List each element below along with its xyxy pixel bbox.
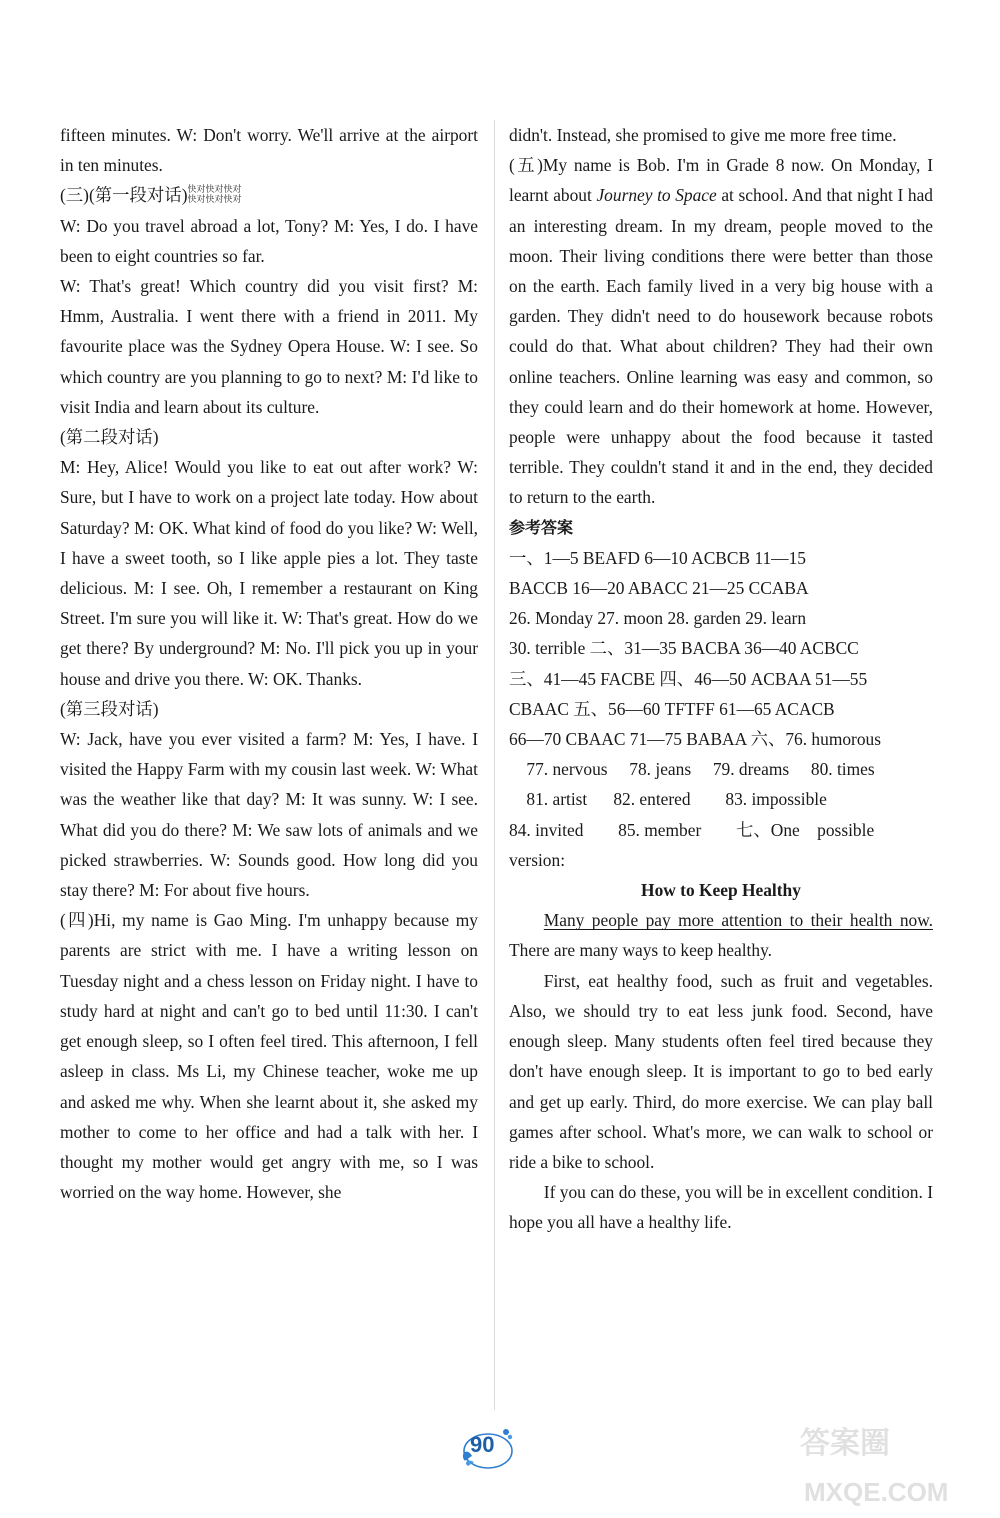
dialog-3-text: W: Jack, have you ever visited a farm? M: Yes, I have. I visited the Happy Farm with my cousin last week. W: What was the weather like that day? M: It was sunny. W: I see. What did you do there? M: We saw lots of animals and we picked strawberries. W: Sounds good. How long did you stay there? M: For about five hours. bbox=[60, 729, 478, 901]
answer-row: BACCB 16—20 ABACC 21—25 CCABA bbox=[509, 578, 809, 599]
watermark-logo bbox=[790, 1405, 990, 1515]
answer-row: 84. invited 85. member 七、One possible bbox=[509, 819, 875, 840]
paragraph-listening-end: fifteen minutes. W: Don't worry. We'll arrive at the airport in ten minutes. bbox=[60, 125, 478, 176]
answer-row: version: bbox=[509, 849, 566, 870]
stamp-tag: 快对快对快对 快对快对快对 bbox=[187, 184, 242, 205]
dialog-2-text: M: Hey, Alice! Would you like to eat out after work? W: Sure, but I have to work on a project late today. How about Saturday? M: OK. What kind of food do you like? W: Well, I have a sweet tooth, so I like apple pies a lot. They taste delicious. M: I see. Oh, I remember a restaurant on King Street. I'm sure you will like it. W: That's great. How do we get there? By underground? M: No. I'll pick you up in your house and drive you there. W: OK. Thanks. bbox=[60, 457, 478, 689]
underlined-topic-sentence: Many people pay more attention to their health now. bbox=[543, 910, 933, 931]
answer-row: 30. terrible 二、31—35 BACBA 36—40 ACBCC bbox=[509, 638, 859, 659]
section-3-label: (三)(第一段对话) bbox=[60, 185, 188, 206]
answer-row: 77. nervous 78. jeans 79. dreams 80. times bbox=[509, 759, 875, 780]
left-column bbox=[60, 120, 478, 1207]
essay-paragraph-2: First, eat healthy food, such as fruit and vegetables. Also, we should try to eat less junk food. Second, have enough sleep. Many students often feel tired because they don't have enough sleep. It is important to go to bed early and get up early. Third, do more exercise. We can play ball games after school. What's more, we can walk to school or ride a bike to school. bbox=[509, 970, 933, 1172]
answer-row: CBAAC 五、56—60 TFTFF 61—65 ACACB bbox=[509, 698, 835, 719]
section-4-passage-end: didn't. Instead, she promised to give me more free time. bbox=[509, 125, 897, 145]
section-4-passage: (四)Hi, my name is Gao Ming. I'm unhappy because my parents are strict with me. I have a writing lesson on Tuesday night and a chess lesson on Friday night. I have to study hard at night and can't go to bed until 11:30. I can't get enough sleep, so I often feel tired. This afternoon, I fell asleep in class. Ms Li, my Chinese teacher, woke me up and asked me why. When she learnt about it, she asked my mother to come to her office and had a talk with her. I thought my mother would get angry with me, so I was worried on the way home. However, she bbox=[60, 910, 478, 1203]
section-5-passage: (五)My name is Bob. I'm in Grade 8 now. On Monday, I learnt about Journey to Space at school. And that night I had an interesting dream. In my dream, people moved to the moon. Their living conditions there were better than those on the earth. Each family lived in a very big house with a garden. They didn't need to do housework because robots could do that. What about children? They had their own online teachers. Online learning was easy and common, so they could learn and do their homework at home. However, people were unhappy about the food because it tasted terrible. They couldn't stand it and in the end, they decided to return to the earth. bbox=[509, 155, 934, 508]
answers-heading: 参考答案 bbox=[509, 517, 574, 537]
answer-row: 26. Monday 27. moon 28. garden 29. learn bbox=[509, 608, 807, 629]
answer-row: 81. artist 82. entered 83. impossible bbox=[509, 789, 827, 810]
column-divider bbox=[494, 120, 495, 1410]
answer-row: 一、1—5 BEAFD 6—10 ACBCB 11—15 bbox=[509, 547, 806, 568]
book-title: Journey to Space bbox=[596, 185, 717, 206]
essay-title: How to Keep Healthy bbox=[641, 880, 801, 901]
dialog-1-part-b: W: That's great! Which country did you visit first? M: Hmm, Australia. I went there with a friend in 2011. My favourite place was the Sydney Opera House. W: I see. So which country are you planning to go to next? M: I'd like to visit India and learn about its culture. bbox=[60, 276, 478, 417]
dialog-3-heading: (第三段对话) bbox=[60, 698, 159, 719]
answer-row: 66—70 CBAAC 71—75 BABAA 六、76. humorous bbox=[509, 729, 881, 750]
watermark-main: 答案圈 bbox=[800, 1427, 890, 1460]
essay-paragraph-1: Many people pay more attention to their health now. There are many ways to keep healthy. bbox=[509, 910, 933, 961]
dialog-2-heading: (第二段对话) bbox=[60, 427, 159, 448]
right-column bbox=[509, 120, 933, 1238]
watermark-url: MXQE.COM bbox=[804, 1477, 949, 1507]
page-number: 90 bbox=[470, 1432, 495, 1457]
dialog-1-part-a: W: Do you travel abroad a lot, Tony? M: Yes, I do. I have been to eight countries so far. bbox=[60, 215, 478, 266]
essay-paragraph-3: If you can do these, you will be in excellent condition. I hope you all have a healthy life. bbox=[509, 1182, 933, 1233]
section-3-heading bbox=[60, 180, 478, 210]
answer-key bbox=[509, 543, 933, 875]
answer-row: 三、41—45 FACBE 四、46—50 ACBAA 51—55 bbox=[509, 668, 868, 689]
